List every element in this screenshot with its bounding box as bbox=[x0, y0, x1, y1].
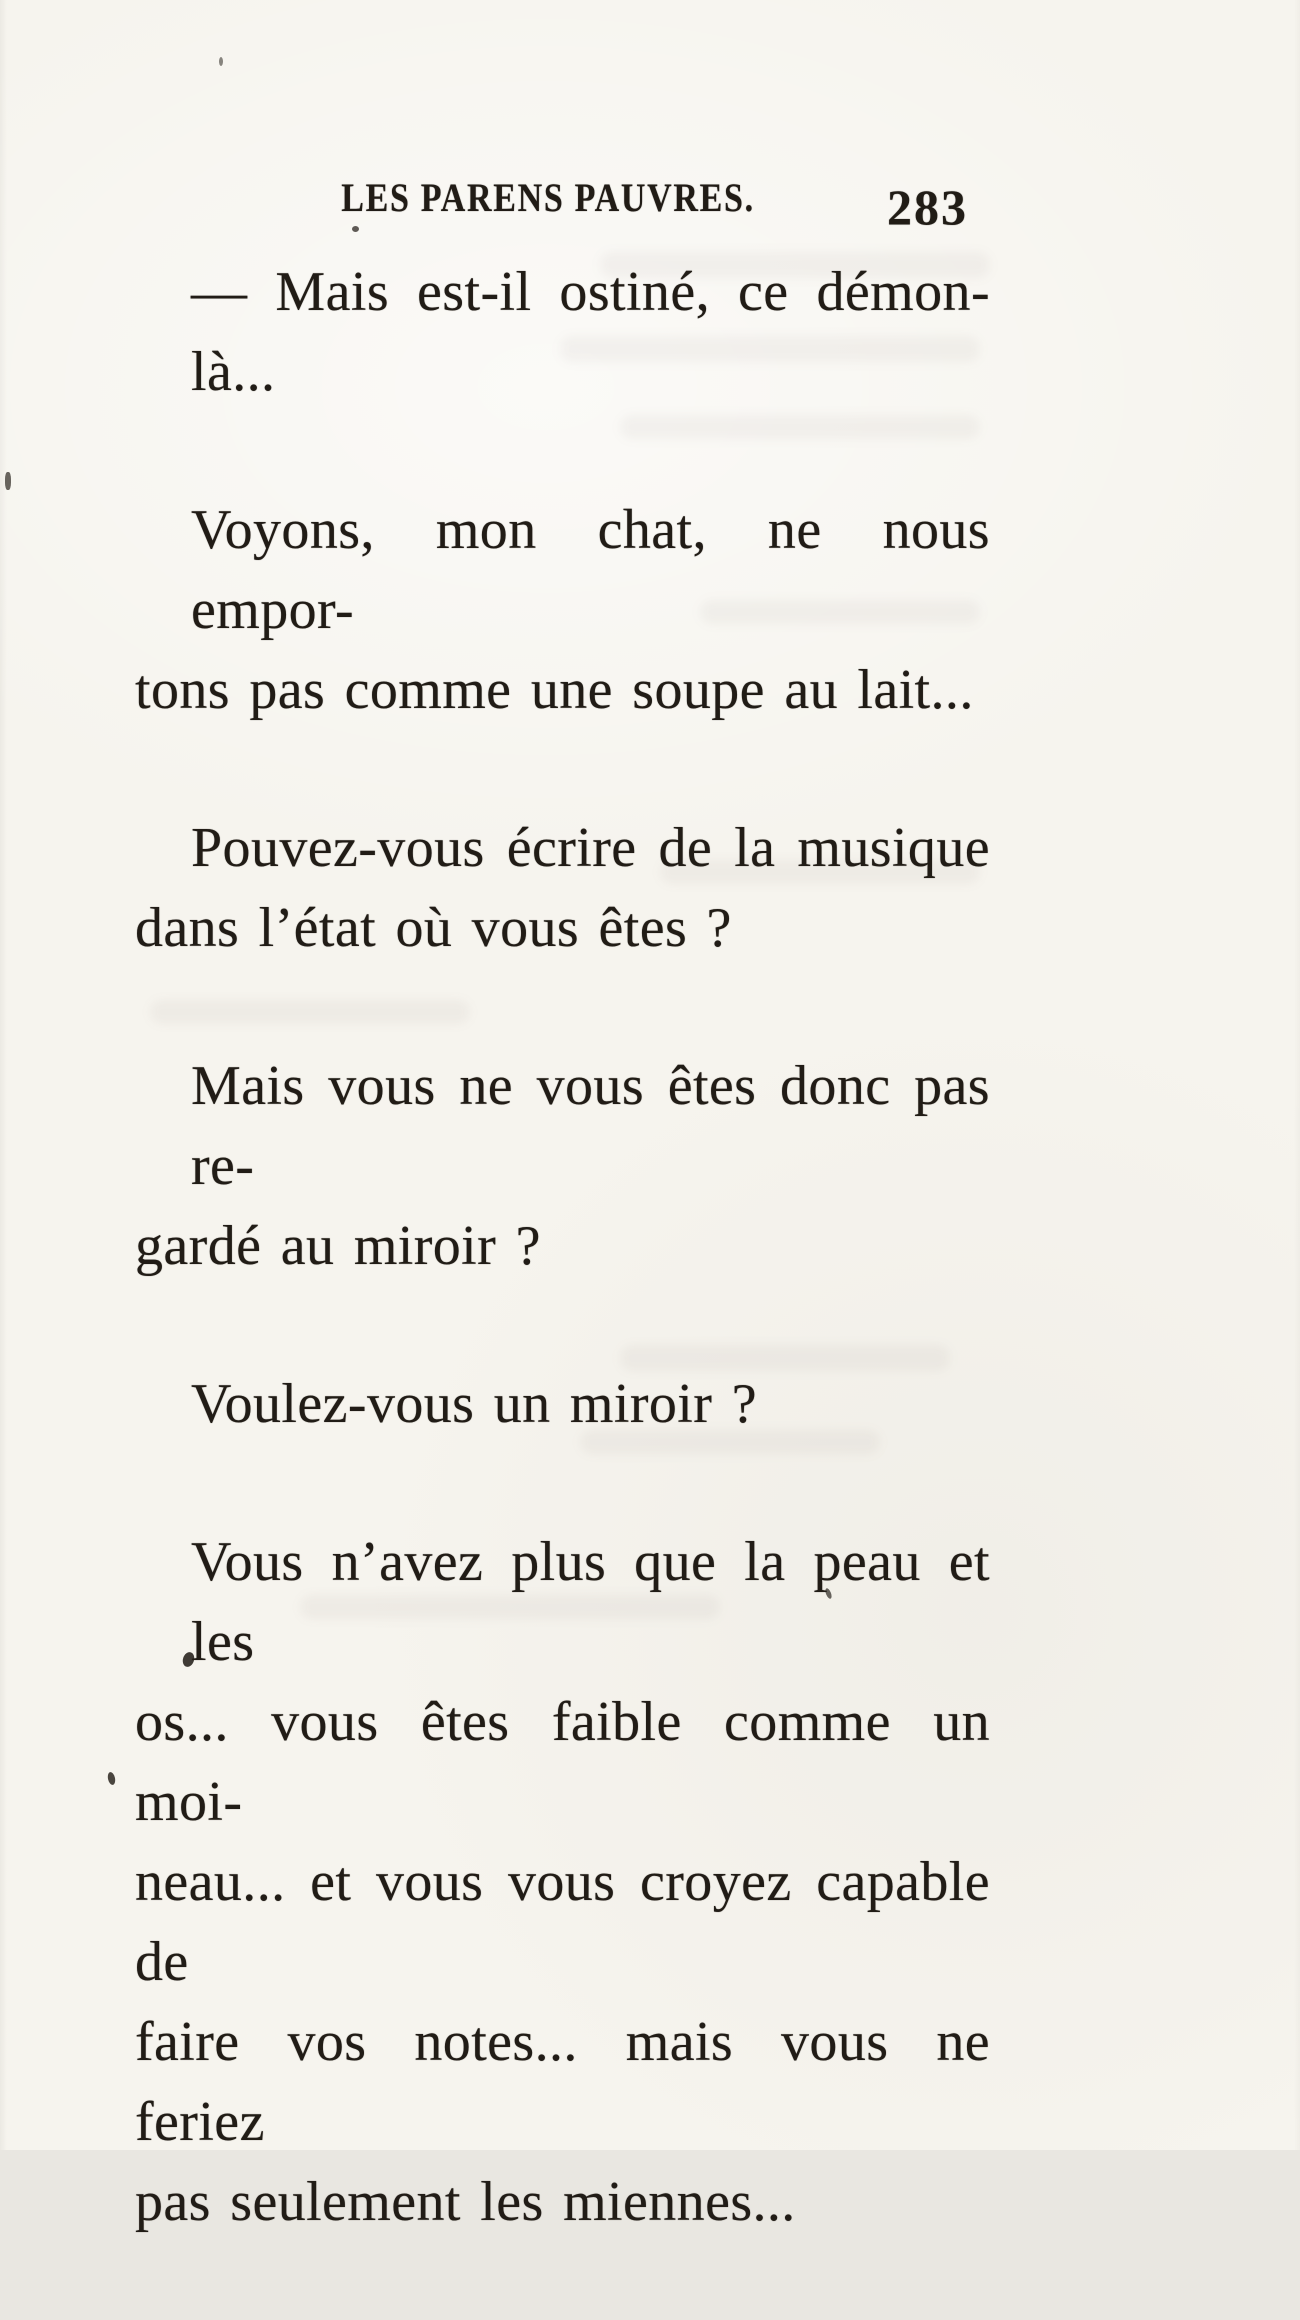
running-title: LES PARENS PAUVRES. bbox=[340, 175, 755, 220]
text-line: gardé au miroir ? bbox=[135, 1215, 541, 1277]
text-line: Mais vous ne vous êtes donc pas re- bbox=[191, 1055, 990, 1197]
paragraph bbox=[135, 1046, 990, 1286]
page-header bbox=[135, 172, 990, 235]
paragraph bbox=[135, 808, 990, 968]
body-text bbox=[135, 252, 990, 2242]
text-line: Pouvez-vous écrire de la musique bbox=[191, 817, 990, 879]
text-line: os... vous êtes faible comme un moi- bbox=[135, 1691, 990, 1833]
text-line: Vous n’avez plus que la peau et les bbox=[191, 1531, 990, 1673]
paragraph bbox=[135, 1522, 990, 2242]
text-line: Voulez-vous un miroir ? bbox=[191, 1373, 757, 1435]
paragraph bbox=[135, 1364, 990, 1444]
paragraph bbox=[135, 490, 990, 730]
text-line: tons pas comme une soupe au lait... bbox=[135, 659, 974, 721]
text-line: dans l’état où vous êtes ? bbox=[135, 897, 732, 959]
ink-speck bbox=[219, 57, 223, 66]
text-line: pas seulement les miennes... bbox=[135, 2171, 796, 2233]
text-line: neau... et vous vous croyez capable de bbox=[135, 1851, 990, 1993]
text-block bbox=[135, 172, 990, 2320]
ink-speck bbox=[107, 1771, 117, 1785]
paragraph bbox=[135, 252, 990, 412]
ink-speck bbox=[5, 472, 11, 490]
text-line: — Mais est-il ostiné, ce démon-là... bbox=[191, 261, 990, 403]
text-line: faire vos notes... mais vous ne feriez bbox=[135, 2011, 990, 2153]
page-number: 283 bbox=[887, 179, 968, 235]
text-line: Voyons, mon chat, ne nous empor- bbox=[191, 499, 990, 641]
